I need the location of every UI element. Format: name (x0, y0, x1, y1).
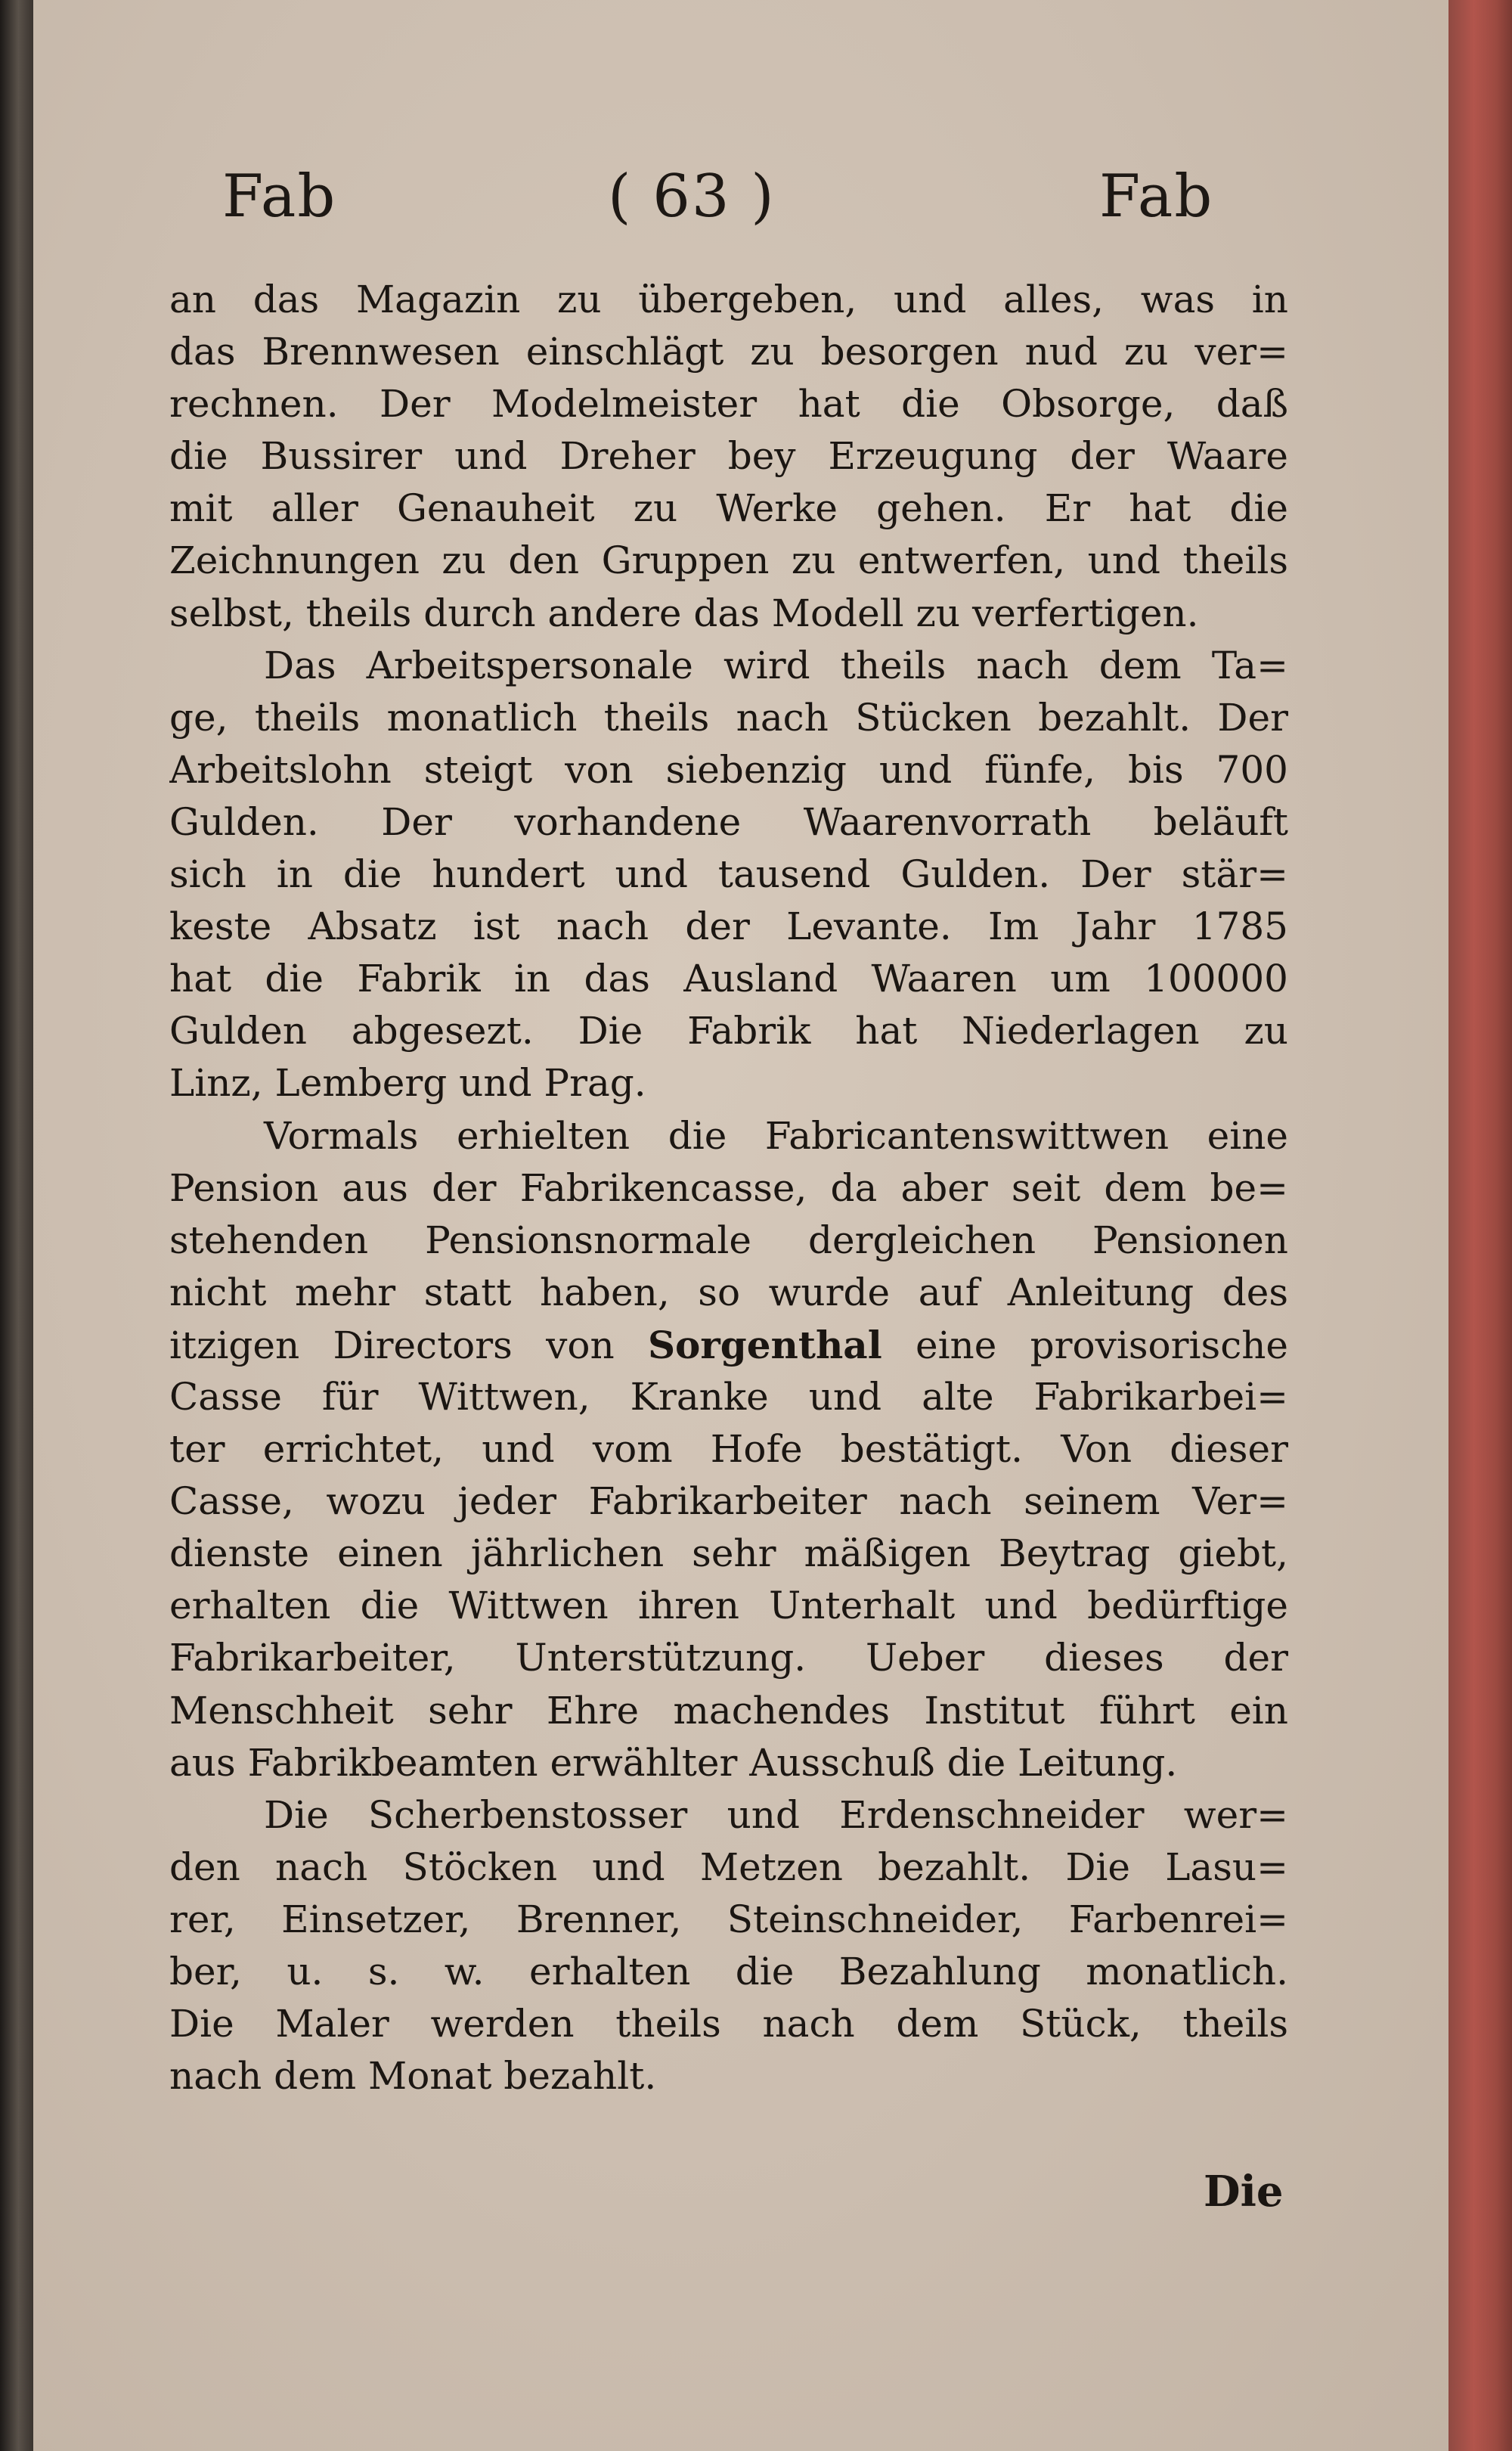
text-line: Die Maler werden theils nach dem Stück, theils (169, 2002, 1288, 2046)
page-edge-red (1448, 0, 1512, 2451)
text-line: Gulden abgesezt. Die Fabrik hat Niederlagen zu (169, 1009, 1288, 1053)
text-line: rer, Einsetzer, Brenner, Steinschneider, Farbenrei= (169, 1897, 1288, 1941)
text-line: nach dem Monat bezahlt. (169, 2054, 657, 2099)
text-line: Casse für Wittwen, Kranke und alte Fabrikarbei= (169, 1374, 1288, 1419)
text-line: das Brennwesen einschlägt zu besorgen nud zu ver= (169, 330, 1288, 374)
text-line: dienste einen jährlichen sehr mäßigen Beytrag giebt, (169, 1531, 1288, 1576)
page-number: ( 63 ) (608, 163, 776, 231)
text-line: Pension aus der Fabrikencasse, da aber seit dem be= (169, 1165, 1288, 1210)
text-line: ber, u. s. w. erhalten die Bezahlung monatlich. (169, 1950, 1288, 1993)
running-head-left: Fab (222, 163, 337, 231)
text-line (169, 1319, 1288, 1371)
text-line: Fabrikarbeiter, Unterstützung. Ueber dieses der (169, 1636, 1288, 1680)
text-line: keste Absatz ist nach der Levante. Im Jahr 1785 (169, 904, 1288, 949)
text-line: den nach Stöcken und Metzen bezahlt. Die Lasu= (169, 1844, 1288, 1889)
text-line: Arbeitslohn steigt von siebenzig und fünfe, bis 700 (169, 747, 1288, 792)
paragraph-first-line: Vormals erhielten die Fabricantenswittwen eine (264, 1113, 1288, 1158)
text-line: Menschheit sehr Ehre machendes Institut führt ein (169, 1688, 1288, 1733)
book-page (33, 0, 1448, 2451)
name-sorgenthal: Sorgenthal (647, 1322, 882, 1367)
text-line: selbst, theils durch andere das Modell zu verfertigen. (169, 591, 1199, 635)
text-line: mit aller Genauheit zu Werke gehen. Er hat die (169, 486, 1288, 531)
text-line: stehenden Pensionsnormale dergleichen Pensionen (169, 1218, 1288, 1262)
text-line: an das Magazin zu übergeben, und alles, was in (169, 278, 1288, 321)
text-line: erhalten die Wittwen ihren Unterhalt und bedürftige (169, 1584, 1288, 1628)
text-line: hat die Fabrik in das Ausland Waaren um 100000 (169, 957, 1288, 1001)
text-line: ge, theils monatlich theils nach Stücken bezahlt. Der (169, 695, 1288, 740)
text-segment: itzigen Directors von (169, 1323, 615, 1367)
text-line: rechnen. Der Modelmeister hat die Obsorge, daß (169, 382, 1288, 427)
text-segment: eine provisorische (881, 1323, 1288, 1367)
text-line: sich in die hundert und tausend Gulden. Der stär= (169, 852, 1288, 897)
text-line: Linz, Lemberg und Prag. (169, 1061, 646, 1106)
text-line: die Bussirer und Dreher bey Erzeugung der Waare (169, 434, 1288, 479)
running-head-right: Fab (1099, 163, 1214, 231)
paragraph-first-line: Die Scherbenstosser und Erdenschneider wer= (264, 1792, 1288, 1837)
text-line: ter errichtet, und vom Hofe bestätigt. Von dieser (169, 1427, 1288, 1472)
text-line: Zeichnungen zu den Gruppen zu entwerfen, und theils (169, 538, 1288, 583)
text-line: Casse, wozu jeder Fabrikarbeiter nach seinem Ver= (169, 1479, 1288, 1524)
catchword: Die (1204, 2167, 1284, 2217)
text-line: Gulden. Der vorhandene Waarenvorrath beläuft (169, 799, 1288, 844)
text-line: nicht mehr statt haben, so wurde auf Anleitung des (169, 1270, 1288, 1314)
body-text (169, 274, 1288, 2102)
text-line: aus Fabrikbeamten erwählter Ausschuß die Leitung. (169, 1740, 1178, 1785)
book-binding-edge (0, 0, 33, 2451)
paragraph-first-line: Das Arbeitspersonale wird theils nach dem Ta= (264, 643, 1288, 687)
